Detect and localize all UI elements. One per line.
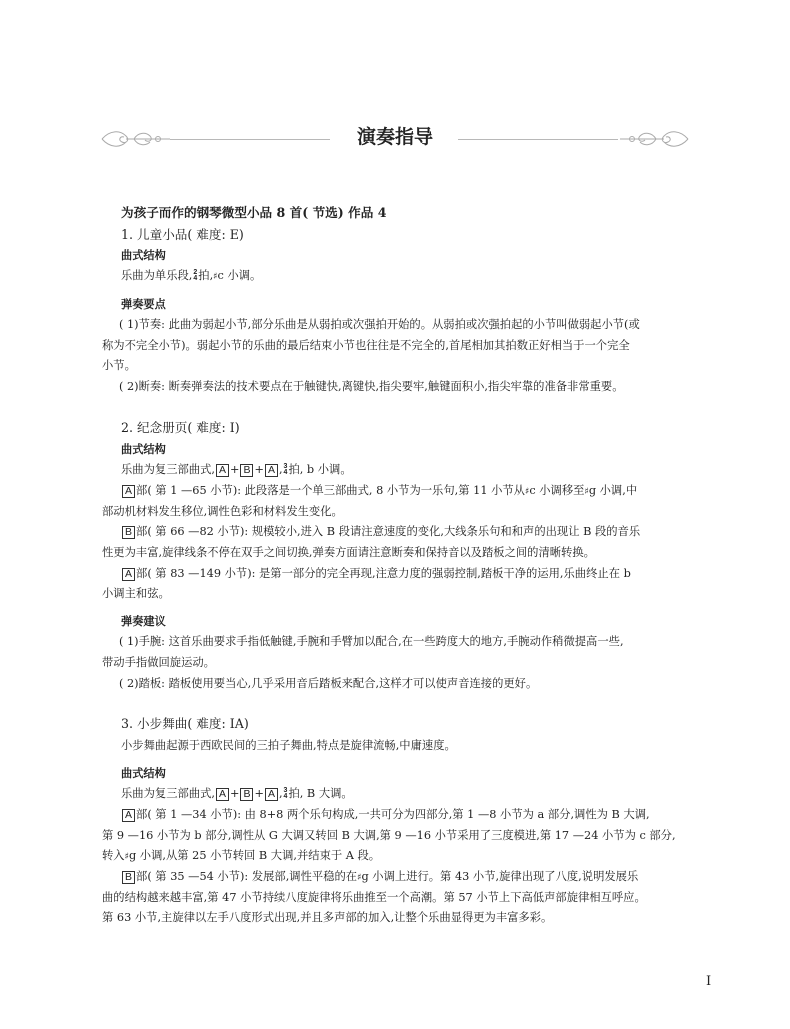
part-a-box: A (122, 485, 135, 498)
s2-form-tail: 拍, b 小调。 (288, 463, 352, 476)
s2-a2-text: 部( 第 83 —149 小节): 是第一部分的完全再现,注意力度的强弱控制,踏板干净的运用,乐曲终止在 b (136, 567, 631, 580)
s2-form-lead: 乐曲为复三部曲式, (121, 463, 215, 476)
part-b-box: B (240, 788, 253, 801)
s1-form-lead: 乐曲为单乐段, (121, 269, 193, 282)
ts-bottom: 4 (283, 469, 288, 476)
s2-a2-line2: 小调主和弦。 (102, 587, 170, 600)
s1-points-heading: 弹奏要点 (121, 298, 166, 311)
s3-intro: 小步舞曲起源于西欧民间的三拍子舞曲,特点是旋律流畅,中庸速度。 (121, 739, 456, 752)
s2-a2-line1 (121, 566, 711, 582)
s1-p1-line2: 称为不完全小节)。弱起小节的乐曲的最后结束小节也往往是不完全的,首尾相加其拍数正好相当于一个完全 (102, 339, 630, 352)
ts-top: 3 (283, 787, 288, 794)
s1-form-key: c 小调。 (217, 269, 262, 282)
book-title: 为孩子而作的钢琴微型小品 8 首( 节选) 作品 4 (121, 205, 387, 220)
page-number: I (706, 974, 712, 989)
s1-form-tail: 拍, (198, 269, 214, 282)
sharp-icon: ♯ (584, 487, 589, 497)
part-a-box: A (216, 464, 229, 477)
s3-form-lead: 乐曲为复三部曲式, (121, 787, 215, 800)
part-a-box: A (265, 788, 278, 801)
s3-a-l3-tail: g 小调,从第 25 小节转回 B 大调,并结束于 A 段。 (128, 849, 381, 862)
s3-a-l3-lead: 转入 (102, 849, 125, 862)
s2-a1-text-b: c 小调移至 (529, 484, 585, 497)
s3-form-text: 乐曲为复三部曲式, A + B + A , 3 4 拍, B 大调。 (121, 787, 353, 800)
s3-b-line3: 第 63 小节,主旋律以左手八度形式出现,并且多声部的加入,让整个乐曲显得更为丰富多彩。 (102, 911, 553, 924)
s1-form-heading: 曲式结构 (121, 249, 166, 262)
s3-a-line3 (102, 848, 692, 865)
part-a-box: A (216, 788, 229, 801)
s2-b-text: 部( 第 66 —82 小节): 规模较小,进入 B 段请注意速度的变化,大线条乐句和和声的出现让 B 段的音乐 (136, 525, 641, 538)
s3-a-line1 (121, 807, 711, 823)
section-2-title: 2. 纪念册页( 难度: I) (121, 420, 240, 435)
s3-b-line2: 曲的结构越来越丰富,第 47 小节持续八度旋律将乐曲推至一个高潮。第 57 小节上下高低声部旋律相互呼应。 (102, 891, 646, 904)
ts-top: 3 (283, 463, 288, 470)
part-b-box: B (122, 526, 135, 539)
s2-a1-text-c: g 小调,中 (588, 484, 638, 497)
s3-a-text: 部( 第 1 —34 小节): 由 8+8 两个乐句构成,一共可分为四部分,第 1 —8 小节为 a 部分,调性为 B 大调, (136, 808, 650, 821)
s2-a1-line1 (121, 483, 711, 500)
s3-form-heading: 曲式结构 (121, 767, 166, 780)
s2-suggest-heading: 弹奏建议 (121, 615, 166, 628)
s3-b-l1-tail: g 小调上进行。第 43 小节,旋律出现了八度,说明发展乐 (361, 870, 639, 883)
sharp-icon: ♯ (357, 873, 362, 883)
sharp-icon: ♯ (213, 272, 218, 282)
s1-p2: ( 2)断奏: 断奏弹奏法的技术要点在于触键快,离键快,指尖要牢,触键面积小,指尖牢靠的准备非常重要。 (119, 380, 624, 393)
page-title: 演奏指导 (356, 126, 433, 148)
s3-b-l1-lead: 部( 第 35 —54 小节): 发展部,调性平稳的在 (136, 870, 358, 883)
s2-sg2: ( 2)踏板: 踏板使用要当心,几乎采用音后踏板来配合,这样才可以使声音连接的更好。 (119, 677, 538, 690)
sharp-icon: ♯ (124, 852, 129, 862)
s1-p1-line1: ( 1)节奏: 此曲为弱起小节,部分乐曲是从弱拍或次强拍开始的。从弱拍或次强拍起的小节叫做弱起小节(或 (119, 318, 640, 331)
s1-form-text (121, 268, 711, 285)
header-rule-left (170, 139, 330, 140)
time-signature-3-4 (284, 464, 288, 476)
sharp-icon: ♯ (524, 487, 530, 497)
part-b-box: B (122, 871, 135, 884)
s2-a1-text-a: 部( 第 1 —65 小节): 此段落是一个单三部曲式, 8 小节为一乐句,第 11 小节从 (136, 484, 525, 497)
header-rule-right (458, 139, 618, 140)
s2-sg1-line2: 带动手指做回旋运动。 (102, 656, 215, 669)
part-a-box: A (265, 464, 278, 477)
left-flourish-icon (100, 126, 172, 152)
part-a-box: A (122, 568, 135, 581)
time-signature-2-4 (193, 270, 197, 282)
s2-form-text: 乐曲为复三部曲式, A + B + A , 3 4 拍, b 小调。 (121, 463, 352, 476)
s2-a1-line2: 部动机材料发生移位,调性色彩和材料发生变化。 (102, 505, 343, 518)
s1-p1-line3: 小节。 (102, 359, 136, 372)
part-a-box: A (122, 809, 135, 822)
s2-b-line2: 性更为丰富,旋律线条不停在双手之间切换,弹奏方面请注意断奏和保持音以及踏板之间的清晰转换。 (102, 546, 595, 559)
ts-bottom: 4 (193, 275, 198, 282)
s3-form-tail: 拍, B 大调。 (288, 787, 353, 800)
section-3-title: 3. 小步舞曲( 难度: IA) (121, 716, 249, 731)
ts-bottom: 4 (283, 793, 288, 800)
right-flourish-icon (618, 126, 690, 152)
section-1-title: 1. 儿童小品( 难度: E) (121, 227, 244, 242)
s3-b-line1 (121, 869, 711, 886)
s2-sg1-line1: ( 1)手腕: 这首乐曲要求手指低触键,手腕和手臂加以配合,在一些跨度大的地方,手腕动作稍微提高一些, (119, 635, 624, 648)
s2-form-heading: 曲式结构 (121, 443, 166, 456)
ts-top: 2 (193, 269, 198, 276)
s2-b-line1 (121, 524, 711, 540)
part-b-box: B (240, 464, 253, 477)
s3-a-line2: 第 9 —16 小节为 b 部分,调性从 G 大调又转回 B 大调,第 9 —16 小节采用了三度模进,第 17 —24 小节为 c 部分, (102, 829, 676, 842)
time-signature-3-4 (284, 788, 288, 800)
